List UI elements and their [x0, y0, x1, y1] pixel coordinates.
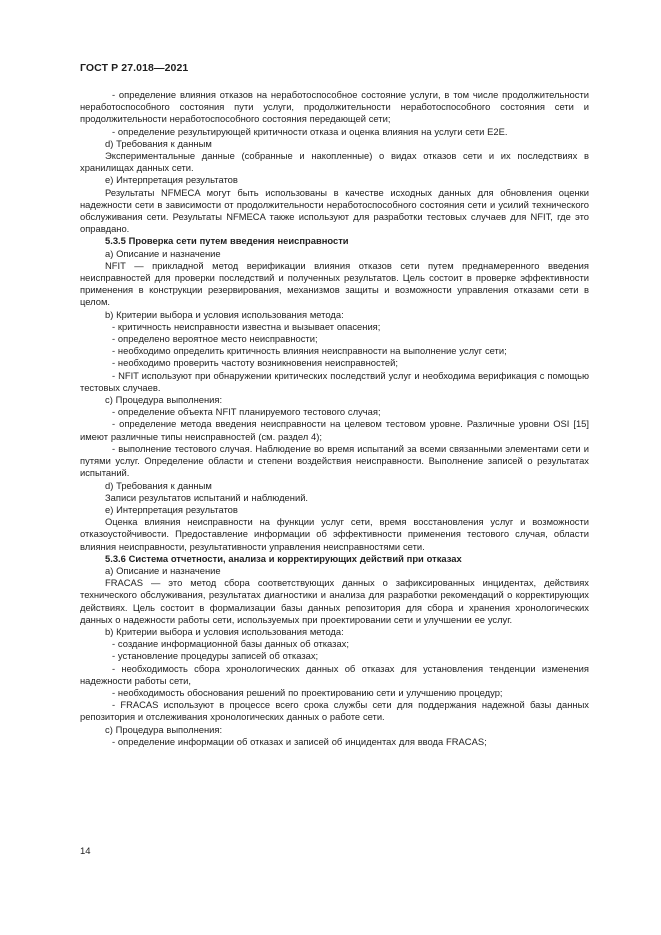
body-paragraph: Экспериментальные данные (собранные и накопленные) о видах отказов сети и их последствиях в хранилищах данных сети.: [80, 150, 589, 174]
list-item: - необходимость сбора хронологических данных об отказах для установления тенденции изменения надежности работы сети,: [80, 662, 589, 686]
page-number: 14: [80, 846, 91, 857]
subsection-label: d) Требования к данным: [105, 137, 212, 149]
list-item: - определение результирующей критичности отказа и оценка влияния на услуги сети E2E.: [112, 125, 508, 137]
list-item: - выполнение тестового случая. Наблюдение во время испытаний за всеми связанными элементами сети и путями услуг. Определение области и степени воздействия неисправности. Выполнение записей о результатах испытаний.: [80, 442, 589, 479]
list-item: - определено вероятное место неисправности;: [112, 333, 318, 345]
subsection-label: d) Требования к данным: [105, 479, 212, 491]
list-item: - создание информационной базы данных об отказах;: [112, 638, 349, 650]
list-item: - FRACAS используют в процессе всего срока службы сети для поддержания надежной базы данных репозитория и отслеживания хронологических данных о работе сети.: [80, 699, 589, 723]
body-paragraph: Результаты NFMECA могут быть использованы в качестве исходных данных для обновления оценки надежности сети в зависимости от продолжительности неработоспособного состояния сети и усилий технического обслуживания сети. Результаты NFMECA также используют для разработки тестовых случаев для NFIT, где это оправдано.: [80, 186, 589, 235]
list-item: - необходимо проверить частоту возникновения неисправностей;: [112, 357, 398, 369]
subsection-label: a) Описание и назначение: [105, 247, 221, 259]
list-item: - определение информации об отказах и записей об инцидентах для ввода FRACAS;: [112, 735, 487, 747]
list-item: - необходимо определить критичность влияния неисправности на выполнение услуг сети;: [112, 345, 507, 357]
subsection-label: e) Интерпретация результатов: [105, 174, 238, 186]
section-heading: 5.3.6 Система отчетности, анализа и корректирующих действий при отказах: [105, 552, 462, 564]
subsection-label: b) Критерии выбора и условия использования метода:: [105, 625, 344, 637]
body-paragraph: Оценка влияния неисправности на функции услуг сети, время восстановления услуг и возможности отказоустойчивости. Предоставление информации об эффективности применения тестового случая, области влияния неисправности, результативности управления неисправностями сети.: [80, 516, 589, 552]
subsection-label: c) Процедура выполнения:: [105, 394, 223, 406]
section-heading: 5.3.5 Проверка сети путем введения неисправности: [105, 235, 349, 247]
subsection-label: b) Критерии выбора и условия использования метода:: [105, 308, 344, 320]
list-item: - NFIT используют при обнаружении критических последствий услуг и необходима верификация с помощью тестовых случаев.: [80, 369, 589, 393]
list-item: - критичность неисправности известна и вызывает опасения;: [112, 320, 381, 332]
list-item: - определение влияния отказов на неработоспособное состояние услуги, в том числе продолжительности неработоспособного состояния пути услуги, продолжительности неработоспособного состояния сети и продолжительности неработоспособного состояния передающей сети;: [80, 89, 589, 125]
subsection-label: c) Процедура выполнения:: [105, 723, 223, 735]
list-item: - необходимость обоснования решений по проектированию сети и улучшению процедур;: [112, 686, 503, 698]
body-paragraph: FRACAS — это метод сбора соответствующих данных о зафиксированных инцидентах, действиях технического обслуживания, результатах диагностики и анализа для разработки рекомендаций о корректирующих действиях. Цель состоит в формализации базы данных репозитория для сбора и хранения хронологических данных о надежности работы сети, используемых при проектировании сети и улучшении ее услуг.: [80, 577, 589, 625]
list-item: - установление процедуры записей об отказах;: [112, 650, 319, 662]
list-item: - определение метода введения неисправности на целевом тестовом уровне. Различные уровни OSI [15] имеют различные типы неисправностей (см. раздел 4);: [80, 418, 589, 442]
body-paragraph: Записи результатов испытаний и наблюдений.: [105, 491, 309, 503]
subsection-label: a) Описание и назначение: [105, 564, 221, 576]
list-item: - определение объекта NFIT планируемого тестового случая;: [112, 406, 381, 418]
document-body: [80, 89, 589, 748]
page-header: ГОСТ Р 27.018—2021: [80, 62, 189, 74]
subsection-label: e) Интерпретация результатов: [105, 503, 238, 515]
body-paragraph: NFIT — прикладной метод верификации влияния отказов сети путем преднамеренного введения неисправностей для проверки последствий и полученных результатов. Цель состоит в проверке эффективности применения в конструкции резервирования, механизмов защиты и возможности управления отказами сети в целом.: [80, 259, 589, 308]
